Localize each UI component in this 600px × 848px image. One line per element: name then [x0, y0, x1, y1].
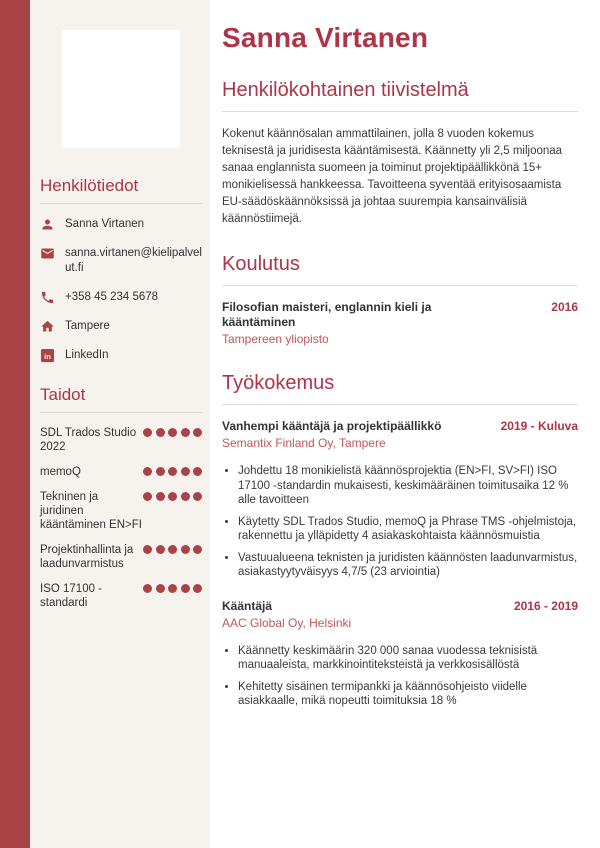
profile-photo-placeholder — [62, 30, 180, 148]
contact-text: +358 45 234 5678 — [65, 291, 159, 303]
experience-heading: Työkokemus — [222, 372, 335, 394]
person-name: Sanna Virtanen — [222, 22, 429, 53]
rating-dot-filled — [193, 584, 202, 593]
rating-dot-filled — [156, 467, 165, 476]
rating-dot-filled — [168, 467, 177, 476]
home-icon — [40, 319, 55, 334]
envelope-icon — [40, 246, 55, 261]
sidebar-divider — [40, 412, 202, 413]
section-divider — [222, 404, 578, 405]
svg-text:in: in — [44, 351, 51, 361]
rating-dot-filled — [168, 584, 177, 593]
entry-title: Vanhempi kääntäjä ja projektipäällikkö — [222, 419, 442, 433]
rating-dot-filled — [168, 428, 177, 437]
skill-rating — [143, 543, 202, 571]
rating-dot-filled — [156, 545, 165, 554]
resume-entry — [222, 419, 578, 580]
skill-row — [40, 543, 202, 571]
education-section — [222, 253, 578, 347]
rating-dot-filled — [156, 584, 165, 593]
rating-dot-filled — [181, 584, 190, 593]
entry-bullets — [222, 464, 578, 580]
rating-dot-filled — [143, 492, 152, 501]
contact-text: Sanna Virtanen — [65, 218, 145, 230]
entry-title: Kääntäjä — [222, 598, 273, 613]
skill-rating — [143, 426, 202, 454]
resume-main — [222, 0, 578, 728]
rating-dot-filled — [181, 428, 190, 437]
phone-icon — [40, 290, 55, 305]
section-divider — [222, 285, 578, 286]
rating-dot-filled — [193, 467, 202, 476]
rating-dot-filled — [193, 492, 202, 501]
entry-bullet: • Johdettu 18 monikielistä käännösprojektia (EN>FI, SV>FI) ISO 17100 -standardin mukaisesti, keskimääräinen toimitusaika 12 % alle tavoitteen — [238, 464, 578, 508]
skill-name: SDL Trados Studio 2022 — [40, 427, 137, 453]
entry-bullet: • Kehitetty sisäinen termipankki ja käännösohjeisto viidelle asiakkaalle, mikä nopeutti toimituksia 18 % — [238, 680, 578, 709]
contact-text: Tampere — [65, 320, 110, 332]
skill-rating — [143, 490, 202, 532]
contact-text: sanna.virtanen@kielipalvelut.fi — [65, 247, 202, 274]
contact-row — [40, 290, 202, 305]
resume-entry — [222, 300, 578, 347]
rating-dot-filled — [143, 545, 152, 554]
education-list — [222, 300, 578, 347]
rating-dot-filled — [181, 545, 190, 554]
person-icon — [40, 217, 55, 232]
skill-name: memoQ — [40, 466, 81, 478]
rating-dot-filled — [143, 467, 152, 476]
skill-rating — [143, 582, 202, 610]
education-heading: Koulutus — [222, 253, 300, 275]
experience-list — [222, 419, 578, 709]
skill-row — [40, 490, 202, 532]
rating-dot-filled — [168, 545, 177, 554]
entry-date: 2016 — [551, 300, 578, 314]
rating-dot-filled — [193, 428, 202, 437]
skill-row — [40, 582, 202, 610]
contact-text[interactable]: LinkedIn — [65, 349, 109, 361]
rating-dot-filled — [181, 492, 190, 501]
contact-row — [40, 246, 202, 276]
rating-dot-filled — [168, 492, 177, 501]
entry-bullet: • Käytetty SDL Trados Studio, memoQ ja Phrase TMS -ohjelmistoja, rakennettu ja ylläpidetty 4 asiakaskohtaista käännösmuistia — [238, 515, 578, 544]
rating-dot-filled — [156, 428, 165, 437]
skill-row — [40, 426, 202, 454]
entry-organization: Tampereen yliopisto — [222, 332, 329, 346]
entry-organization: Semantix Finland Oy, Tampere — [222, 436, 386, 450]
section-divider — [222, 111, 578, 112]
summary-section — [222, 79, 578, 228]
skill-rating — [143, 465, 202, 479]
sidebar — [30, 0, 210, 848]
entry-date: 2019 - Kuluva — [500, 419, 578, 433]
rating-dot-filled — [143, 428, 152, 437]
entry-bullet: • Käännetty keskimäärin 320 000 sanaa vuodessa teknisistä manuaaleista, markkinointiteksteistä ja verkkosisällöstä — [238, 644, 578, 673]
entry-bullet: • Vastuualueena teknisten ja juridisten käännösten laadunvarmistus, asiakastyytyväisyys 4,7/5 (23 arviointia) — [238, 551, 578, 580]
sidebar-divider — [40, 203, 202, 204]
accent-side-bar — [0, 0, 30, 848]
contact-list — [40, 217, 202, 363]
rating-dot-filled — [143, 584, 152, 593]
summary-heading: Henkilökohtainen tiivistelmä — [222, 79, 469, 101]
skill-name: Projektinhallinta ja laadunvarmistus — [40, 544, 134, 570]
contact-row — [40, 217, 202, 232]
skill-row — [40, 465, 202, 479]
skill-name: ISO 17100 -standardi — [40, 583, 103, 609]
rating-dot-filled — [193, 545, 202, 554]
rating-dot-filled — [156, 492, 165, 501]
entry-date: 2016 - 2019 — [513, 598, 578, 613]
contact-heading: Henkilötiedot — [40, 176, 139, 195]
linkedin-icon — [40, 348, 55, 363]
contact-row — [40, 319, 202, 334]
skill-name: Tekninen ja juridinen kääntäminen EN>FI — [40, 491, 142, 531]
skills-heading: Taidot — [40, 385, 86, 404]
contact-row[interactable] — [40, 348, 202, 363]
rating-dot-filled — [181, 467, 190, 476]
entry-title: Filosofian maisteri, englannin kieli ja kääntäminen — [222, 300, 432, 329]
experience-section — [222, 372, 578, 709]
entry-bullets — [222, 644, 578, 709]
skill-list — [40, 426, 202, 610]
resume-entry — [222, 599, 578, 709]
entry-organization: AAC Global Oy, Helsinki — [222, 615, 352, 630]
summary-text: Kokenut käännösalan ammattilainen, jolla 8 vuoden kokemus teknisestä ja juridisesta kääntämisestä. Käännetty yli 2,5 miljoonaa sanaa englannista suomeen ja toiminut projektipäällikkönä 15+ monikielisessä hankkeessa. Tavoitteena syventää erityisosaamista EU-säädöskäännöksissä ja johtaa suurempia kansainvälisiä käännöstiimejä. — [222, 128, 563, 225]
